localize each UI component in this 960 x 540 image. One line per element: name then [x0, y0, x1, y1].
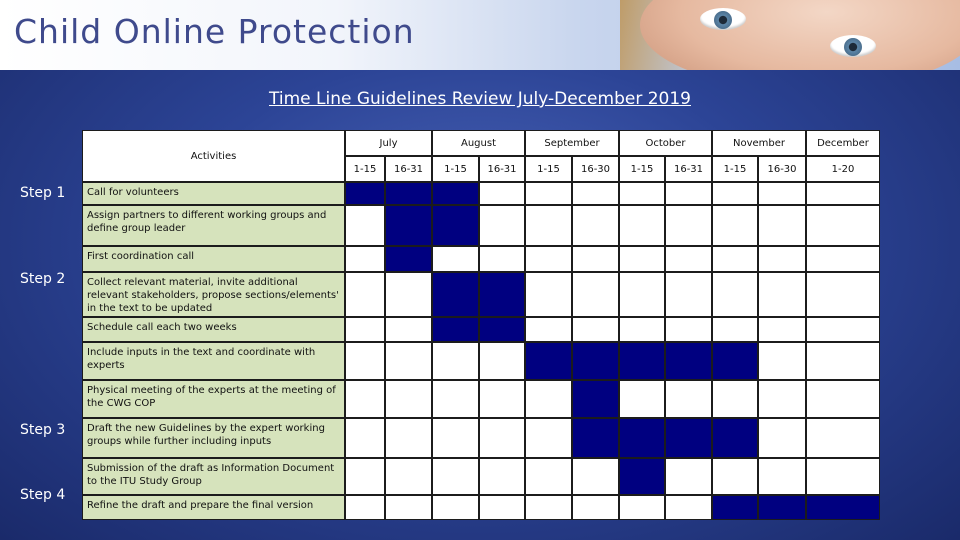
timeline-empty-cell	[572, 182, 619, 205]
period-header: 1-15	[345, 156, 385, 182]
timeline-bar-cell	[345, 182, 385, 205]
timeline-empty-cell	[572, 458, 619, 495]
timeline-empty-cell	[758, 182, 806, 205]
timeline-empty-cell	[806, 458, 880, 495]
timeline-empty-cell	[806, 182, 880, 205]
timeline-empty-cell	[432, 380, 479, 418]
timeline-bar-cell	[665, 342, 712, 380]
header-banner	[0, 0, 960, 70]
timeline-empty-cell	[345, 342, 385, 380]
timeline-empty-cell	[712, 246, 758, 272]
timeline-bar-cell	[712, 495, 758, 520]
timeline-empty-cell	[479, 380, 525, 418]
timeline-bar-cell	[712, 418, 758, 458]
timeline-empty-cell	[432, 246, 479, 272]
timeline-empty-cell	[758, 342, 806, 380]
timeline-bar-cell	[572, 418, 619, 458]
period-header: 1-15	[432, 156, 479, 182]
timeline-empty-cell	[572, 495, 619, 520]
timeline-empty-cell	[712, 458, 758, 495]
timeline-empty-cell	[665, 182, 712, 205]
timeline-empty-cell	[712, 205, 758, 246]
timeline-empty-cell	[758, 380, 806, 418]
month-header: October	[619, 130, 712, 156]
timeline-empty-cell	[385, 458, 432, 495]
timeline-empty-cell	[619, 380, 665, 418]
timeline-bar-cell	[619, 418, 665, 458]
banner-title: Child Online Protection	[14, 12, 415, 51]
step-label: Step 2	[20, 271, 66, 287]
month-header: July	[345, 130, 432, 156]
timeline-empty-cell	[806, 246, 880, 272]
timeline-empty-cell	[665, 272, 712, 317]
timeline-empty-cell	[806, 272, 880, 317]
timeline-bar-cell	[385, 182, 432, 205]
timeline-empty-cell	[345, 418, 385, 458]
timeline-empty-cell	[432, 342, 479, 380]
period-header: 16-31	[385, 156, 432, 182]
timeline-empty-cell	[479, 495, 525, 520]
timeline-empty-cell	[758, 418, 806, 458]
timeline-empty-cell	[806, 317, 880, 342]
timeline-empty-cell	[345, 246, 385, 272]
timeline-empty-cell	[385, 342, 432, 380]
timeline-bar-cell	[385, 246, 432, 272]
timeline-bar-cell	[432, 205, 479, 246]
timeline-empty-cell	[525, 272, 572, 317]
month-header: August	[432, 130, 525, 156]
timeline-bar-cell	[758, 495, 806, 520]
eye-decoration	[830, 35, 876, 57]
timeline-empty-cell	[619, 317, 665, 342]
timeline-empty-cell	[758, 205, 806, 246]
timeline-empty-cell	[345, 205, 385, 246]
timeline-empty-cell	[525, 317, 572, 342]
slide-subtitle: Time Line Guidelines Review July-December 2019	[269, 89, 691, 109]
timeline-empty-cell	[479, 418, 525, 458]
timeline-empty-cell	[712, 380, 758, 418]
timeline-empty-cell	[665, 380, 712, 418]
timeline-empty-cell	[345, 458, 385, 495]
timeline-empty-cell	[345, 495, 385, 520]
timeline-empty-cell	[665, 495, 712, 520]
timeline-empty-cell	[806, 205, 880, 246]
month-header: November	[712, 130, 806, 156]
timeline-bar-cell	[572, 342, 619, 380]
timeline-empty-cell	[345, 317, 385, 342]
activities-header: Activities	[82, 130, 345, 182]
step-label: Step 3	[20, 422, 66, 438]
activity-cell: Refine the draft and prepare the final version	[82, 495, 345, 520]
timeline-empty-cell	[806, 418, 880, 458]
activity-cell: Submission of the draft as Information Document to the ITU Study Group	[82, 458, 345, 495]
timeline-empty-cell	[619, 182, 665, 205]
step-label: Step 4	[20, 487, 66, 503]
timeline-bar-cell	[806, 495, 880, 520]
timeline-empty-cell	[806, 342, 880, 380]
timeline-empty-cell	[525, 182, 572, 205]
timeline-empty-cell	[385, 380, 432, 418]
timeline-empty-cell	[479, 458, 525, 495]
timeline-empty-cell	[432, 458, 479, 495]
timeline-empty-cell	[572, 317, 619, 342]
timeline-empty-cell	[665, 458, 712, 495]
timeline-empty-cell	[525, 418, 572, 458]
timeline-empty-cell	[385, 317, 432, 342]
timeline-empty-cell	[385, 495, 432, 520]
timeline-bar-cell	[432, 272, 479, 317]
activity-cell: Schedule call each two weeks	[82, 317, 345, 342]
timeline-empty-cell	[479, 182, 525, 205]
timeline-bar-cell	[479, 317, 525, 342]
timeline-empty-cell	[712, 272, 758, 317]
activity-cell: Include inputs in the text and coordinate with experts	[82, 342, 345, 380]
activity-cell: Call for volunteers	[82, 182, 345, 205]
timeline-empty-cell	[572, 246, 619, 272]
timeline-empty-cell	[758, 458, 806, 495]
timeline-empty-cell	[525, 380, 572, 418]
month-header: September	[525, 130, 619, 156]
timeline-bar-cell	[619, 342, 665, 380]
child-face-image	[640, 0, 960, 70]
timeline-empty-cell	[385, 418, 432, 458]
timeline-bar-cell	[479, 272, 525, 317]
timeline-empty-cell	[525, 495, 572, 520]
timeline-bar-cell	[432, 317, 479, 342]
timeline-empty-cell	[665, 317, 712, 342]
activity-cell: Draft the new Guidelines by the expert working groups while further including inputs	[82, 418, 345, 458]
timeline-empty-cell	[479, 342, 525, 380]
period-header: 1-20	[806, 156, 880, 182]
timeline-empty-cell	[432, 495, 479, 520]
timeline-empty-cell	[525, 205, 572, 246]
timeline-empty-cell	[479, 246, 525, 272]
month-header: December	[806, 130, 880, 156]
timeline-bar-cell	[525, 342, 572, 380]
period-header: 16-30	[758, 156, 806, 182]
timeline-empty-cell	[712, 317, 758, 342]
period-header: 1-15	[619, 156, 665, 182]
timeline-empty-cell	[712, 182, 758, 205]
timeline-empty-cell	[525, 246, 572, 272]
period-header: 1-15	[712, 156, 758, 182]
timeline-bar-cell	[432, 182, 479, 205]
timeline-empty-cell	[432, 418, 479, 458]
timeline-bar-cell	[712, 342, 758, 380]
timeline-empty-cell	[758, 317, 806, 342]
timeline-empty-cell	[572, 272, 619, 317]
activity-cell: Physical meeting of the experts at the meeting of the CWG COP	[82, 380, 345, 418]
timeline-empty-cell	[385, 272, 432, 317]
timeline-empty-cell	[806, 380, 880, 418]
timeline-empty-cell	[525, 458, 572, 495]
timeline-empty-cell	[665, 205, 712, 246]
timeline-empty-cell	[758, 246, 806, 272]
timeline-bar-cell	[572, 380, 619, 418]
step-label: Step 1	[20, 185, 66, 201]
activity-cell: Assign partners to different working groups and define group leader	[82, 205, 345, 246]
timeline-empty-cell	[479, 205, 525, 246]
period-header: 16-31	[665, 156, 712, 182]
timeline-bar-cell	[665, 418, 712, 458]
timeline-empty-cell	[758, 272, 806, 317]
timeline-empty-cell	[572, 205, 619, 246]
activity-cell: First coordination call	[82, 246, 345, 272]
period-header: 16-30	[572, 156, 619, 182]
timeline-empty-cell	[619, 205, 665, 246]
period-header: 16-31	[479, 156, 525, 182]
timeline-table	[82, 130, 880, 520]
timeline-empty-cell	[619, 495, 665, 520]
timeline-empty-cell	[619, 272, 665, 317]
timeline-bar-cell	[619, 458, 665, 495]
timeline-empty-cell	[345, 380, 385, 418]
activity-cell: Collect relevant material, invite additional relevant stakeholders, propose sections/elements' in the text to be updated	[82, 272, 345, 317]
timeline-empty-cell	[345, 272, 385, 317]
period-header: 1-15	[525, 156, 572, 182]
timeline-bar-cell	[385, 205, 432, 246]
eye-decoration	[700, 8, 746, 30]
timeline-empty-cell	[665, 246, 712, 272]
timeline-empty-cell	[619, 246, 665, 272]
